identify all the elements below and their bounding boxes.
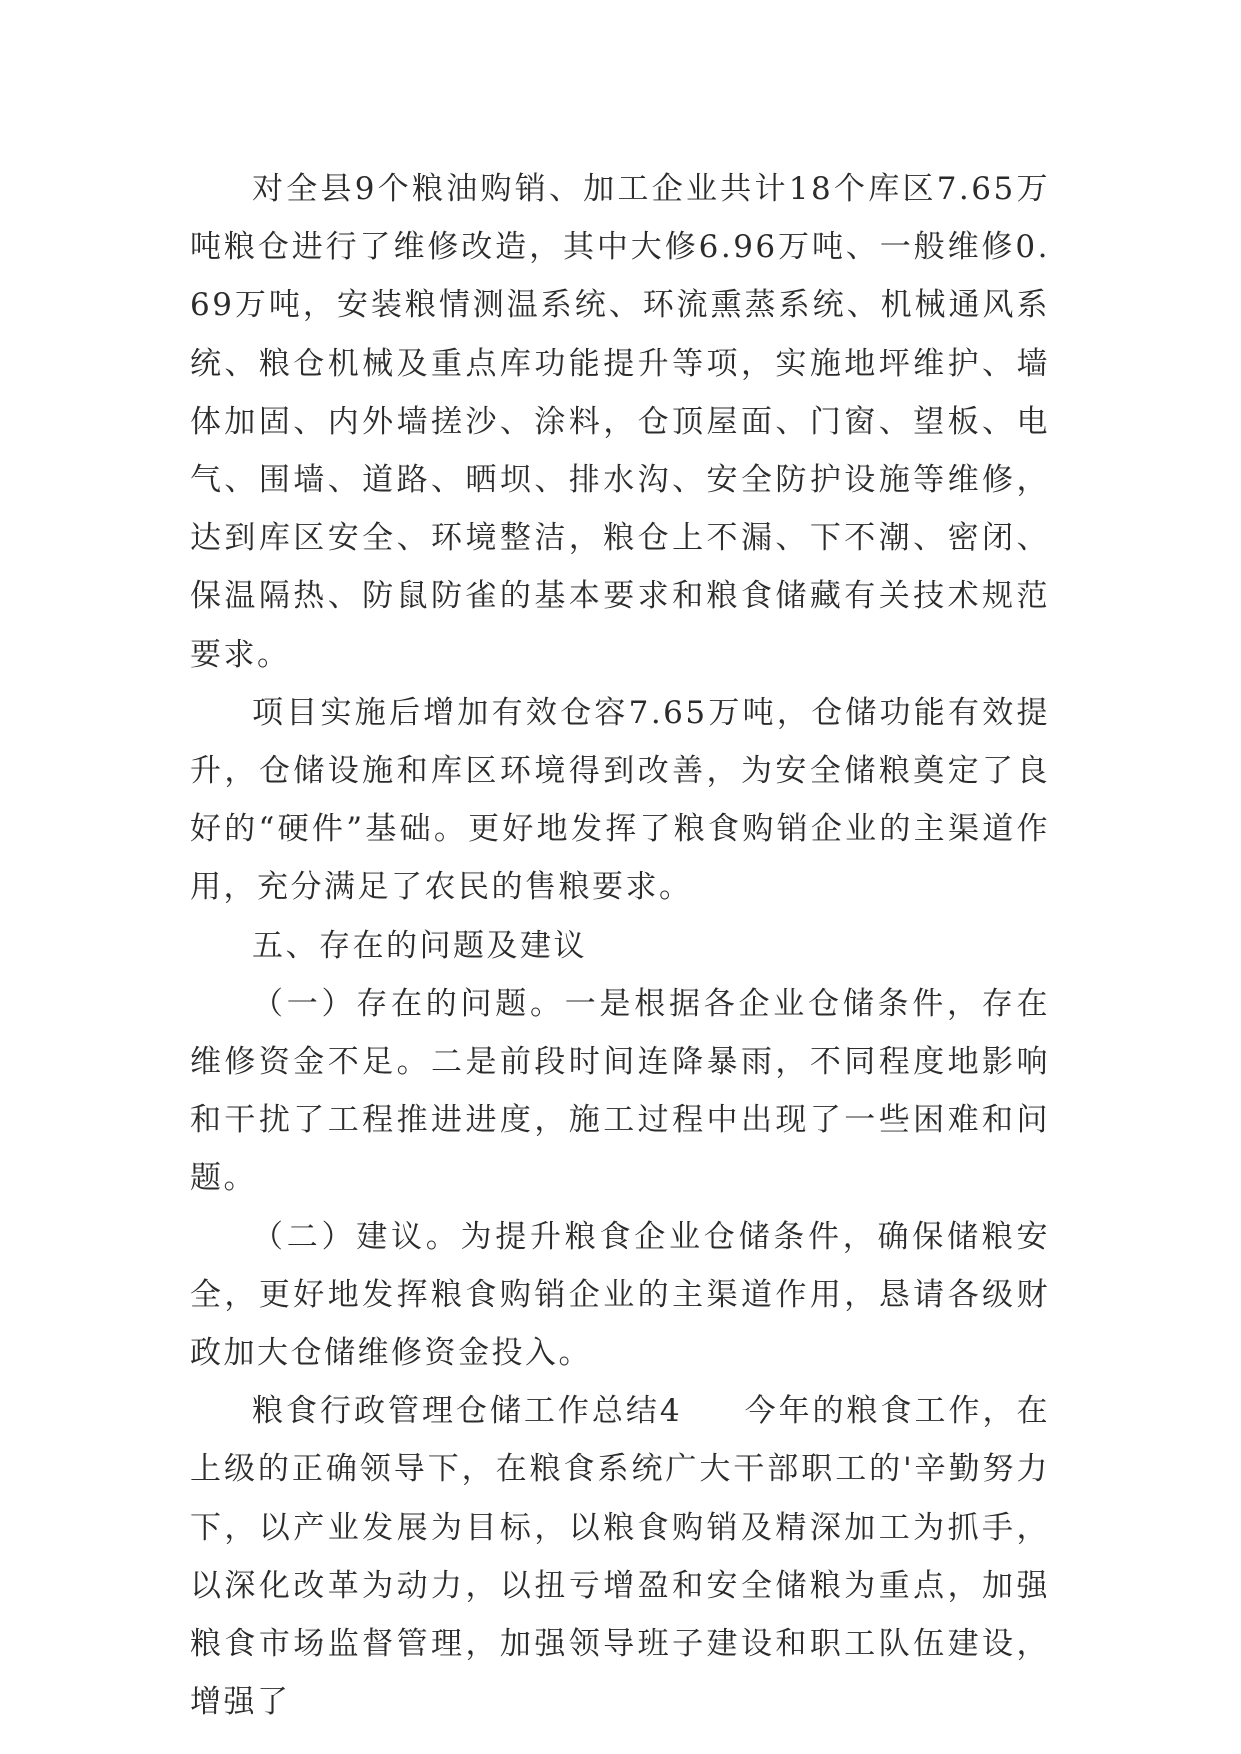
paragraph-suggestions: （二）建议。为提升粮食企业仓储条件，确保储粮安全，更好地发挥粮食购销企业的主渠道作用，恳请各级财政加大仓储维修资金投入。 — [190, 1218, 1050, 1372]
summary-body: 今年的粮食工作，在上级的正确领导下，在粮食系统广大干部职工的'辛勤努力下，以产业发展为目标，以粮食购销及精深加工为抓手，以深化改革为动力，以扭亏增盈和安全储粮为重点，加强粮食市场监督管理，加强领导班子建设和职工队伍建设，增强了 — [190, 1393, 1050, 1721]
paragraph-granary-repair: 对全县9个粮油购销、加工企业共计18个库区7.65万吨粮仓进行了维修改造，其中大修6.96万吨、一般维修0.69万吨，安装粮情测温系统、环流熏蒸系统、机械通风系统、粮仓机械及重点库功能提升等项，实施地坪维护、墙体加固、内外墙搓沙、涂料，仓顶屋面、门窗、望板、电气、围墙、道路、晒坝、排水沟、安全防护设施等维修，达到库区安全、环境整洁，粮仓上不漏、下不潮、密闭、保温隔热、防鼠防雀的基本要求和粮食储藏有关技术规范要求。 — [190, 171, 1050, 673]
paragraph-project-results: 项目实施后增加有效仓容7.65万吨，仓储功能有效提升，仓储设施和库区环境得到改善，为安全储粮奠定了良好的“硬件”基础。更好地发挥了粮食购销企业的主渠道作用，充分满足了农民的售粮要求。 — [190, 694, 1050, 906]
paragraph-problems: （一）存在的问题。一是根据各企业仓储条件，存在维修资金不足。二是前段时间连降暴雨，不同程度地影响和干扰了工程推进进度，施工过程中出现了一些困难和问题。 — [190, 985, 1050, 1197]
document-body — [190, 160, 1050, 1731]
paragraph-summary-4 — [190, 1382, 1050, 1731]
section-heading-problems: 五、存在的问题及建议 — [252, 927, 587, 964]
summary-title: 粮食行政管理仓储工作总结4 — [252, 1393, 683, 1430]
